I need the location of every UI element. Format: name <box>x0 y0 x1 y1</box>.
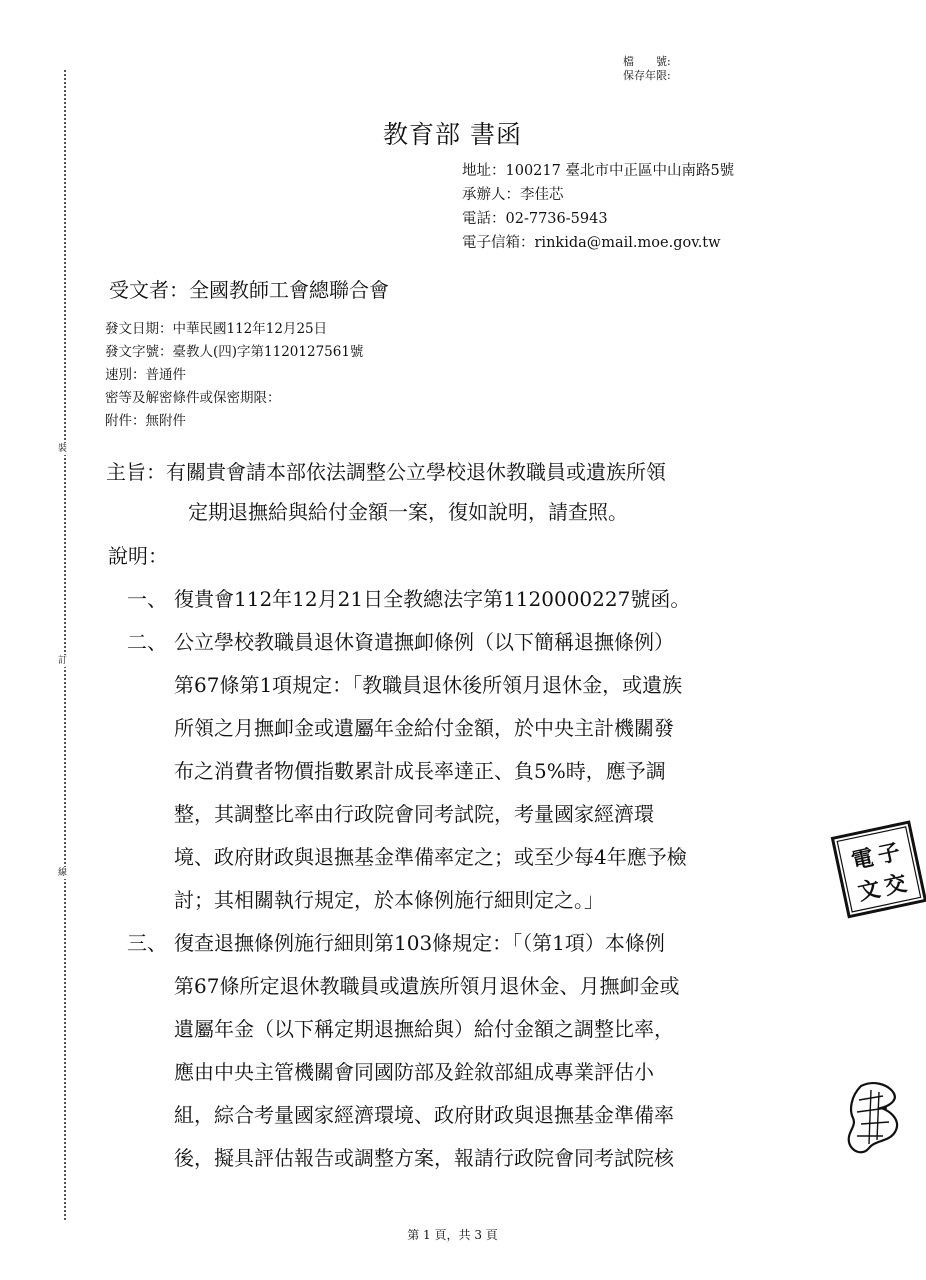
description-label: 說明： <box>108 544 168 568</box>
contact-phone: 電話：02-7736-5943 <box>462 211 608 227</box>
item-2-line: 整，其調整比率由行政院會同考試院，考量國家經濟環 <box>174 802 654 826</box>
item-3-line: 組，綜合考量國家經濟環境、政府財政與退撫基金準備率 <box>174 1103 674 1127</box>
subject-line-1: 主旨：有關貴會請本部依法調整公立學校退休教職員或遺族所領 <box>106 460 666 484</box>
issue-date: 發文日期：中華民國112年12月25日 <box>105 321 328 337</box>
contact-email: 電子信箱：rinkida@mail.moe.gov.tw <box>462 235 721 251</box>
delivery-speed: 速別：普通件 <box>105 367 186 383</box>
item-2-line: 公立學校教職員退休資遣撫卹條例（以下簡稱退撫條例） <box>174 630 674 654</box>
item-1-number: 一、 <box>127 587 167 611</box>
item-3-line: 復查退撫條例施行細則第103條規定：「（第1項）本條例 <box>174 931 665 955</box>
item-2-number: 二、 <box>127 630 167 654</box>
document-title: 教育部 書函 <box>383 120 522 149</box>
svg-text:交: 交 <box>882 870 910 901</box>
binding-mark-xian: 線 <box>58 868 68 878</box>
page-number: 第 1 頁，共 3 頁 <box>407 1228 498 1242</box>
item-1-line: 復貴會112年12月21日全教總法字第1120000227號函。 <box>174 587 691 611</box>
seal-icon <box>826 820 926 920</box>
contact-officer: 承辦人：李佳芯 <box>462 187 564 203</box>
subject-line-2: 定期退撫給與給付金額一案，復如說明，請查照。 <box>188 500 628 524</box>
item-3-line: 後，擬具評估報告或調整方案，報請行政院會同考試院核 <box>174 1146 674 1170</box>
svg-text:子: 子 <box>875 838 903 869</box>
item-2-line: 布之消費者物價指數累計成長率達正、負5%時，應予調 <box>174 759 666 783</box>
binding-mark-ding: 訂 <box>58 656 68 666</box>
file-number-label: 檔 號: <box>623 55 671 68</box>
electronic-exchange-stamp <box>826 820 910 920</box>
item-3-line: 遺屬年金（以下稱定期退撫給與）給付金額之調整比率， <box>174 1017 674 1041</box>
svg-text:電: 電 <box>849 844 877 875</box>
binding-line <box>64 70 66 1220</box>
contact-address: 地址：100217 臺北市中正區中山南路5號 <box>462 163 735 179</box>
seal-mark <box>843 1078 905 1158</box>
item-3-line: 應由中央主管機關會同國防部及銓敘部組成專業評估小 <box>174 1060 654 1084</box>
attachment: 附件：無附件 <box>105 413 186 429</box>
item-2-line: 所領之月撫卹金或遺屬年金給付金額，於中央主計機關發 <box>174 716 674 740</box>
item-2-line: 境、政府財政與退撫基金準備率定之；或至少每4年應予檢 <box>174 845 687 869</box>
retention-period-label: 保存年限: <box>623 69 671 82</box>
item-2-line: 第67條第1項規定：「教職員退休後所領月退休金，或遺族 <box>174 673 683 697</box>
svg-text:文: 文 <box>855 875 883 906</box>
binding-mark-zhuang: 裝 <box>58 444 68 454</box>
item-2-line: 討；其相關執行規定，於本條例施行細則定之。」 <box>174 888 604 912</box>
recipient: 受文者：全國教師工會總聯合會 <box>109 278 389 302</box>
security-level: 密等及解密條件或保密期限： <box>105 390 281 406</box>
item-3-line: 第67條所定退休教職員或遺族所領月退休金、月撫卹金或 <box>174 974 680 998</box>
seal-mark-icon <box>843 1078 905 1158</box>
document-number: 發文字號：臺教人(四)字第1120127561號 <box>105 344 364 360</box>
item-3-number: 三、 <box>127 931 167 955</box>
